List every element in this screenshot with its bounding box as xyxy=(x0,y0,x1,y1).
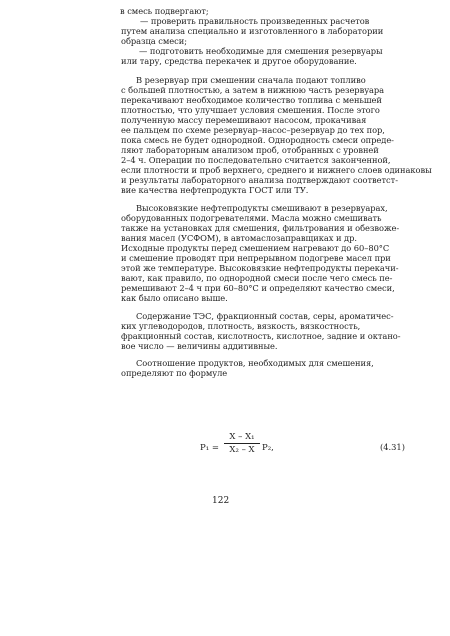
text-line: ремешивают 2–4 ч при 60–80°С и определяют качество смеси, xyxy=(121,283,395,293)
text-line: — подготовить необходимые для смешения резервуары xyxy=(139,46,383,56)
text-line: и результаты лабораторного анализа подтверждают соответст- xyxy=(121,175,398,185)
text-line: ее пальцем по схеме резервуар–насос–резервуар до тех пор, xyxy=(121,125,385,135)
text-line: ляют лабораторным анализом проб, отобранных с уровней xyxy=(121,145,379,155)
text-line: если плотности и проб верхнего, среднего и нижнего слоев одинаковы xyxy=(121,165,432,175)
text-line: ких углеводородов, плотность, вязкость, вязкостность, xyxy=(121,321,361,331)
text-line: образца смеси; xyxy=(121,36,187,46)
text-line: или тару, средства перекачек и другое оборудование. xyxy=(121,56,357,66)
text-line: полученную массу перемешивают насосом, прокачивая xyxy=(121,115,367,125)
equation-number: (4.31) xyxy=(380,442,405,452)
text-line: как было описано выше. xyxy=(121,293,228,303)
text-line: также на установках для смешения, фильтрования и обезвоже- xyxy=(121,223,400,233)
text-line: перекачивают необходимое количество топлива с меньшей xyxy=(121,95,382,105)
text-line: вания масел (УСФОМ), в автомаслозаправщиках и др. xyxy=(121,233,357,243)
text-line: вают, как правило, по однородной смеси после чего смесь пе- xyxy=(121,273,393,283)
text-line: оборудованных подогревателями. Масла можно смешивать xyxy=(121,213,382,223)
formula-fraction xyxy=(224,432,260,455)
text-line: Высоковязкие нефтепродукты смешивают в резервуарах, xyxy=(136,203,388,213)
text-line: вое число — величины аддитивные. xyxy=(121,341,278,351)
text-line: Соотношение продуктов, необходимых для смешения, xyxy=(136,358,374,368)
text-line: Исходные продукты перед смешением нагревают до 60–80°С xyxy=(121,243,390,253)
text-line: этой же температуре. Высоковязкие нефтепродукты перекачи- xyxy=(121,263,399,273)
text-line: 2–4 ч. Операции по последовательно считается законченной, xyxy=(121,155,391,165)
formula-numerator: X – X₁ xyxy=(224,432,260,444)
text-line: путем анализа специально и изготовленного в лаборатории xyxy=(121,26,384,36)
text-line: фракционный состав, кислотность, кислотное, задние и октано- xyxy=(121,331,401,341)
page-number: 122 xyxy=(212,496,230,506)
text-line: определяют по формуле xyxy=(121,368,228,378)
text-line: с большей плотностью, а затем в нижнюю часть резервуара xyxy=(121,85,385,95)
text-line: В резервуар при смешении сначала подают топливо xyxy=(136,75,366,85)
text-line: Содержание ТЭС, фракционный состав, серы, ароматичес- xyxy=(136,311,394,321)
text-line: и смешение проводят при непрерывном подогреве масел при xyxy=(121,253,391,263)
text-line: — проверить правильность произведенных расчетов xyxy=(140,16,370,26)
text-line: в смесь подвергают; xyxy=(120,6,209,16)
formula-lhs: P₁ = xyxy=(200,443,219,453)
formula-denominator: X₂ – X xyxy=(229,445,255,455)
text-line: вие качества нефтепродукта ГОСТ или ТУ. xyxy=(121,185,309,195)
text-line: плотностью, что улучшает условия смешения. После этого xyxy=(121,105,380,115)
formula xyxy=(200,430,350,470)
formula-multiplier: P₂, xyxy=(262,443,274,453)
text-line: пока смесь не будет однородной. Однородность смеси опреде- xyxy=(121,135,394,145)
